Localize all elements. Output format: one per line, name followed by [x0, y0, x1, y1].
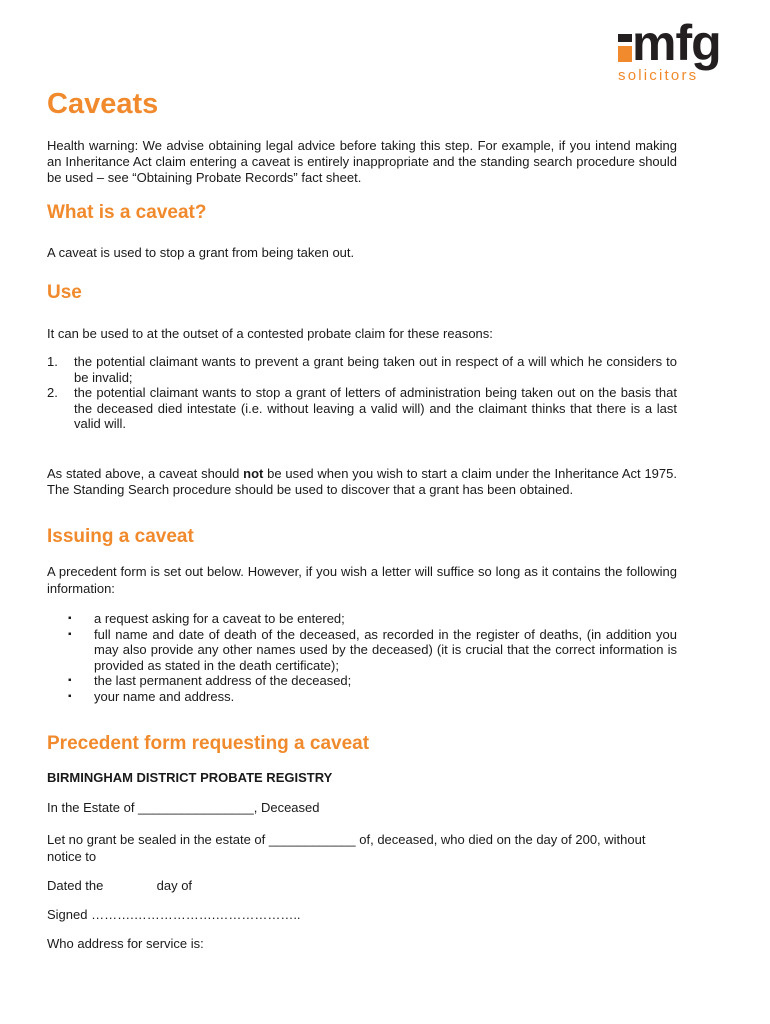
required-information-list [47, 611, 677, 704]
bullet-icon: ▪ [68, 628, 72, 640]
dated-label: Dated the [47, 878, 104, 893]
what-is-caveat-text: A caveat is used to stop a grant from being taken out. [47, 245, 355, 260]
heading-use: Use [47, 282, 82, 303]
dated-day: day of [156, 878, 193, 893]
list-item-text: full name and date of death of the deceased, as recorded in the register of deaths, (in addition you may also provide any other names used by the deceased) (it is crucial that the correct information is provided as stated in the death certificate); [94, 626, 677, 673]
list-item [47, 627, 677, 674]
grant-line: Let no grant be sealed in the estate of ____________ of, deceased, who died on the day of 200, without notice to [47, 832, 646, 864]
estate-line: In the Estate of ________________, Deceased [47, 800, 320, 815]
list-item [47, 689, 677, 705]
note-emphasis: not [243, 466, 264, 481]
mfg-solicitors-logo [618, 15, 748, 85]
list-number: 1. [47, 354, 58, 369]
heading-what-is-caveat: What is a caveat? [47, 202, 207, 223]
signed-line: Signed ……….……………….……………….. [47, 907, 301, 922]
logo-mark-icon [618, 34, 632, 66]
logo-brand: mfg [632, 15, 721, 71]
bullet-icon: ▪ [68, 675, 72, 686]
heading-issuing-caveat: Issuing a caveat [47, 526, 194, 547]
list-item-text: the last permanent address of the deceased; [94, 673, 352, 688]
heading-precedent-form: Precedent form requesting a caveat [47, 733, 370, 754]
address-for-service-line: Who address for service is: [47, 936, 204, 951]
inheritance-act-note [47, 466, 677, 498]
health-warning: Health warning: We advise obtaining legal advice before taking this step. For example, if you intend making an Inheritance Act claim entering a caveat is entirely inappropriate and the standing search procedure should be used – see “Obtaining Probate Records” fact sheet. [47, 138, 677, 185]
logo-tagline: solicitors [618, 67, 699, 84]
use-lead: It can be used to at the outset of a contested probate claim for these reasons: [47, 326, 493, 341]
list-item-text: your name and address. [94, 688, 235, 704]
dated-line [47, 878, 677, 894]
list-item [47, 673, 677, 689]
note-after: be used when you wish to start a claim under the Inheritance Act 1975. The Standing Search procedure should be used to discover that a grant has been obtained. [47, 466, 677, 497]
list-item-text: a request asking for a caveat to be entered; [94, 611, 345, 626]
list-item-text: the potential claimant wants to prevent a grant being taken out in respect of a will which he considers to be invalid; [74, 354, 677, 385]
list-item-text: the potential claimant wants to stop a grant of letters of administration being taken out on the basis that the deceased died intestate (i.e. without leaving a valid will) and the claimant thinks that there is a last valid will. [74, 385, 677, 431]
list-item [47, 354, 677, 385]
list-item [47, 611, 677, 627]
page-title: Caveats [47, 88, 159, 120]
list-item [47, 385, 677, 432]
use-reasons-list [47, 354, 677, 432]
note-before: As stated above, a caveat should [47, 466, 244, 481]
list-number: 2. [47, 385, 58, 400]
registry-name: BIRMINGHAM DISTRICT PROBATE REGISTRY [47, 770, 333, 785]
bullet-icon: ▪ [68, 690, 72, 702]
issuing-lead: A precedent form is set out below. However, if you wish a letter will suffice so long as it contains the following information: [47, 564, 677, 596]
bullet-icon: ▪ [68, 613, 72, 624]
